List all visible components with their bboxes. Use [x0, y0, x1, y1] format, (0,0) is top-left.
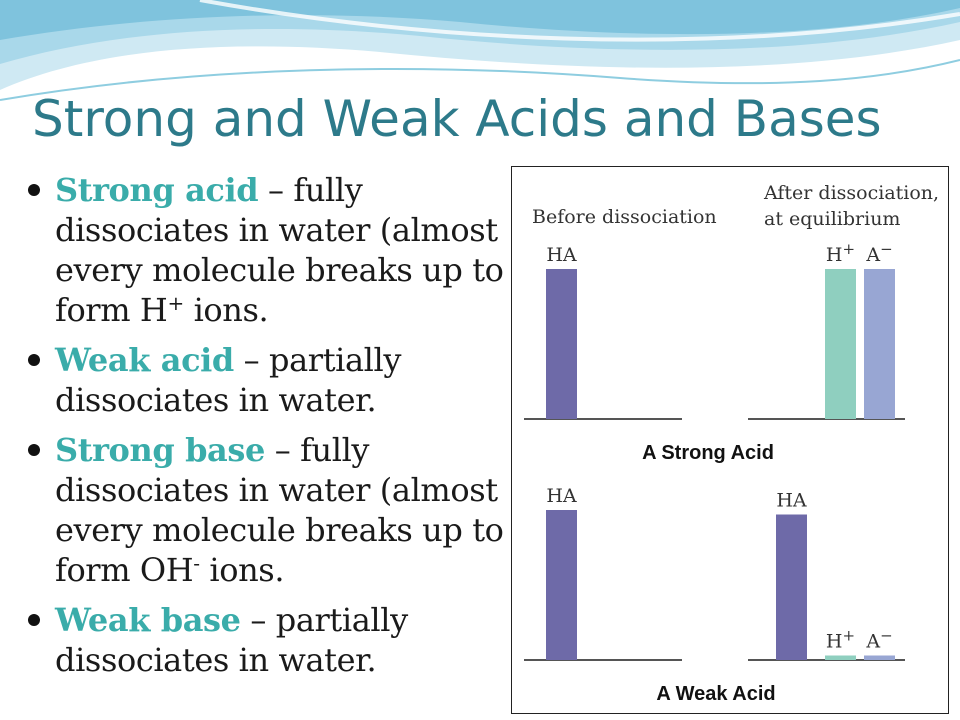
bar-label-hplus: H+	[825, 240, 856, 266]
term-weak-base: Weak base	[55, 601, 241, 639]
dissociation-chart	[512, 167, 948, 713]
definition-text: – fully dissociates in water (almost every molecule breaks up to form H	[55, 171, 504, 329]
page-title: Strong and Weak Acids and Bases	[32, 90, 882, 148]
bar-hplus	[825, 269, 856, 419]
bullet-dot-icon	[28, 444, 40, 456]
after-dissociation-label-line2: at equilibrium	[764, 208, 901, 230]
list-item	[22, 430, 512, 590]
superscript-charge: -	[193, 551, 200, 575]
definition-text: – fully dissociates in water (almost every molecule breaks up to form OH	[55, 431, 504, 589]
superscript-charge: +	[167, 291, 184, 315]
bar-label-ha: HA	[776, 489, 807, 512]
list-item	[22, 600, 512, 680]
bar-label-ha: HA	[546, 485, 577, 507]
bar-ha	[776, 515, 807, 661]
before-dissociation-label: Before dissociation	[532, 206, 717, 228]
term-weak-acid: Weak acid	[55, 341, 234, 379]
definition-text: – partially dissociates in water.	[55, 601, 408, 679]
bullet-list	[22, 170, 512, 690]
bar-hplus	[825, 656, 856, 661]
definition-text: – partially dissociates in water.	[55, 341, 402, 419]
bullet-dot-icon	[28, 354, 40, 366]
bar-aminus	[864, 656, 895, 661]
after-dissociation-label-line1: After dissociation,	[764, 182, 940, 204]
list-item	[22, 340, 512, 420]
definition-text-end: ions.	[199, 551, 285, 589]
bar-label-ha: HA	[546, 244, 577, 266]
acid-dissociation-figure	[511, 166, 949, 714]
bar-ha	[546, 269, 577, 419]
definition-text-end: ions.	[183, 291, 269, 329]
list-item	[22, 170, 512, 330]
weak-acid-caption: A Weak Acid	[656, 683, 776, 705]
bar-label-aminus: A−	[866, 240, 893, 266]
bar-ha	[546, 510, 577, 660]
term-strong-base: Strong base	[55, 431, 265, 469]
strong-acid-caption: A Strong Acid	[642, 442, 774, 464]
bullet-dot-icon	[28, 614, 40, 626]
bar-aminus	[864, 269, 895, 419]
bar-label-aminus: A−	[866, 626, 893, 653]
bullet-dot-icon	[28, 184, 40, 196]
term-strong-acid: Strong acid	[55, 171, 259, 209]
bar-label-hplus: H+	[825, 626, 856, 653]
